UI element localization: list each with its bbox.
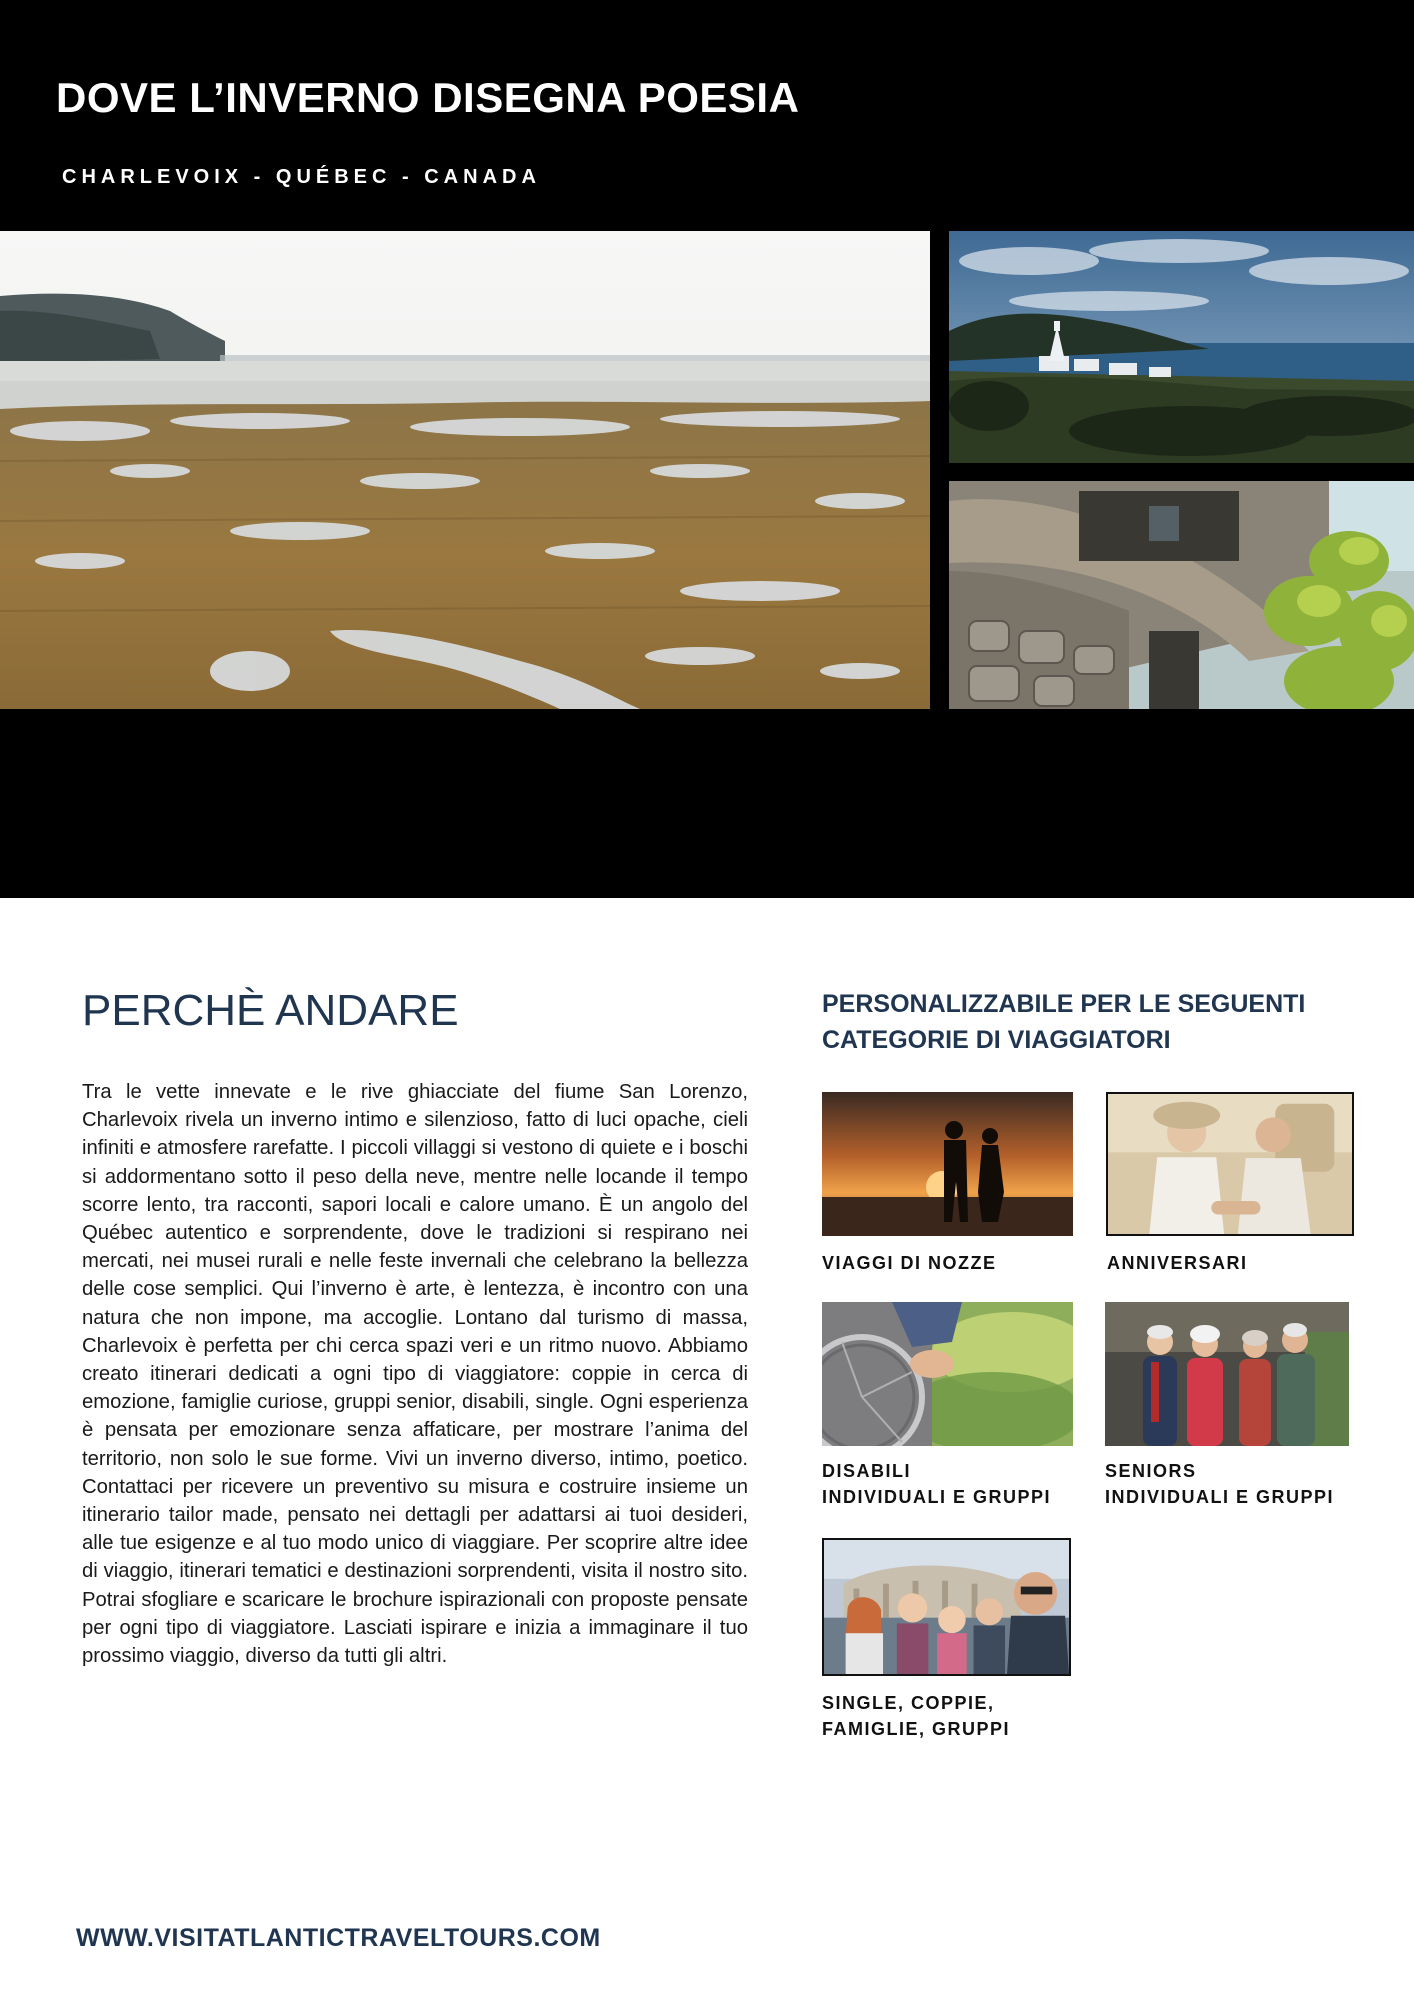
stone-house-photo: [949, 481, 1414, 709]
family-selfie-photo: [822, 1538, 1071, 1676]
category-disabled: [822, 1458, 1051, 1510]
category-seniors-label: SENIORS: [1105, 1461, 1197, 1481]
category-anniversary-label: ANNIVERSARI: [1107, 1253, 1248, 1273]
category-honeymoon: [822, 1250, 997, 1276]
hero-title: DOVE L’INVERNO DISEGNA POESIA: [56, 74, 800, 121]
honeymoon-photo: [822, 1092, 1073, 1236]
category-disabled-sublabel: INDIVIDUALI E GRUPPI: [822, 1487, 1052, 1507]
category-families: [822, 1690, 1010, 1742]
category-seniors-sublabel: INDIVIDUALI E GRUPPI: [1105, 1487, 1335, 1507]
category-disabled-label: DISABILI: [822, 1461, 912, 1481]
category-honeymoon-label: VIAGGI DI NOZZE: [822, 1253, 997, 1273]
village-coast-photo: [949, 231, 1414, 463]
why-go-title: PERCHÈ ANDARE: [82, 986, 459, 1035]
website-link[interactable]: WWW.VISITATLANTICTRAVELTOURS.COM: [76, 1924, 601, 1952]
accessibility-photo: [822, 1302, 1073, 1446]
category-seniors: [1105, 1458, 1334, 1510]
marsh-landscape-photo: [0, 231, 930, 709]
category-families-sublabel: FAMIGLIE, GRUPPI: [822, 1719, 1011, 1739]
hero-subtitle: CHARLEVOIX - QUÉBEC - CANADA: [62, 166, 541, 188]
categories-title: PERSONALIZZABILE PER LE SEGUENTI CATEGORIE DI VIAGGIATORI: [822, 990, 1306, 1054]
category-families-label: SINGLE, COPPIE,: [822, 1693, 995, 1713]
why-go-body: Tra le vette innevate e le rive ghiacciate del fiume San Lorenzo, Charlevoix rivela un inverno intimo e silenzioso, fatto di luci opache, cieli infiniti e atmosfere rarefatte. I piccoli villaggi si vestono di quiete e i boschi si addormentano sotto il peso della neve, mentre nelle locande il tempo scorre lento, tra racconti, sapori locali e calore umano. È un angolo del Québec autentico e sorprendente, dove le tradizioni si respirano nei mercati, nei musei rurali e nelle feste invernali che celebrano la bellezza delle cose semplici. Qui l’inverno è arte, è lentezza, è incontro con una natura che non impone, ma accoglie. Lontano dal turismo di massa, Charlevoix è perfetta per chi cerca spazi veri e un ritmo nuovo. Abbiamo creato itinerari dedicati a ogni tipo di viaggiatore: coppie in cerca di emozione, famiglie curiose, gruppi senior, disabili, single. Ogni esperienza è pensata per emozionare senza affaticare, per mostrare l’anima del territorio, non solo le sue forme. Vivi un inverno diverso, intimo, poetico. Contattaci per ricevere un preventivo su misura e costruire insieme un itinerario tailor made, pensato nei dettagli per adattarsi ai tuoi desideri, alle tue esigenze e al tuo modo unico di viaggiare. Per scoprire altre idee di viaggio, itinerari tematici e destinazioni sorprendenti, visita il nostro sito. Potrai sfogliare e scaricare le brochure ispirazionali con proposte pensate per ogni tipo di viaggiatore. Lasciati ispirare e inizia a immaginare il tuo prossimo viaggio, diverso da tutti gli altri.: [82, 1081, 748, 1668]
category-anniversary: [1107, 1250, 1248, 1276]
anniversary-photo: [1106, 1092, 1354, 1236]
seniors-group-photo: [1105, 1302, 1349, 1446]
